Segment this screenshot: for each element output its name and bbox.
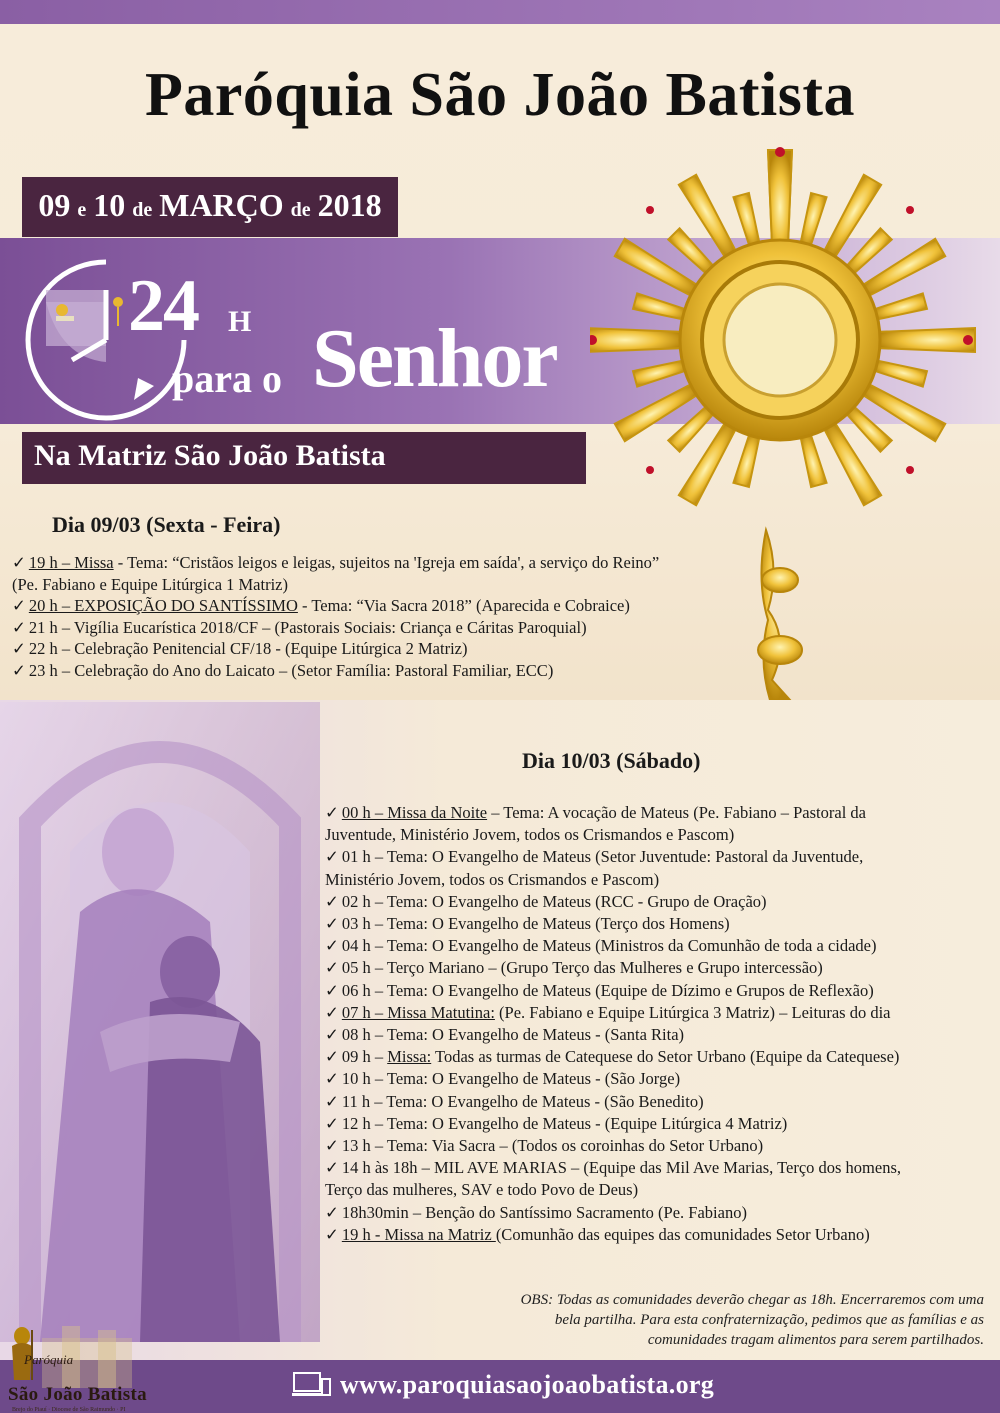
item-text: 12 h – Tema: O Evangelho de Mateus - (Equipe Litúrgica 4 Matriz) (341, 1113, 788, 1133)
check-icon: ✓ (325, 1047, 339, 1067)
item-text: – Tema: A vocação de Mateus (Pe. Fabiano – Pastoral da (487, 803, 866, 822)
item-text: 08 h – Tema: O Evangelho de Mateus - (Santa Rita) (341, 1025, 685, 1045)
logo-script: Paróquia (24, 1352, 74, 1367)
obs-line: OBS: Todas as comunidades deverão chegar as 18h. Encerraremos com uma (520, 1292, 984, 1308)
list-item-continued: Juventude, Ministério Jovem, todos os Crismandos e Pascom) (325, 825, 735, 845)
list-item (325, 1135, 997, 1157)
item-text: 22 h – Celebração Penitencial CF/18 - (Equipe Litúrgica 2 Matriz) (28, 639, 468, 658)
list-item (12, 552, 772, 574)
check-icon: ✓ (325, 891, 339, 911)
item-time: 00 h – Missa da Noite (341, 803, 488, 822)
item-text: 18h30min – Benção do Santíssimo Sacramento (Pe. Fabiano) (341, 1202, 747, 1222)
date-de2: de (290, 199, 311, 221)
date-month: MARÇO (159, 187, 284, 223)
obs-line: comunidades tragam alimentos para serem partilhados. (647, 1332, 984, 1348)
check-icon: ✓ (325, 1158, 339, 1178)
obs-line: bela partilha. Para esta confraternização, pedimos que as famílias e as (554, 1312, 984, 1328)
list-item (325, 1002, 997, 1024)
item-text: 11 h – Tema: O Evangelho de Mateus - (São Benedito) (341, 1091, 704, 1111)
check-icon: ✓ (12, 596, 26, 615)
day1-schedule (12, 552, 772, 681)
check-icon: ✓ (325, 914, 339, 934)
item-text: 13 h – Tema: Via Sacra – (Todos os coroinhas do Setor Urbano) (341, 1136, 764, 1156)
date-year: 2018 (317, 187, 382, 223)
logo-subtitle: Brejo do Piauí · Diocese de São Raimundo · PI (12, 1407, 126, 1413)
day2-title: Dia 10/03 (Sábado) (522, 748, 701, 773)
item-text: 03 h – Tema: O Evangelho de Mateus (Terço dos Homens) (341, 914, 730, 934)
list-item (325, 802, 997, 824)
list-item-continued: (Pe. Fabiano e Equipe Litúrgica 1 Matriz) (12, 574, 288, 594)
date-day1: 09 (38, 187, 71, 223)
item-text: - Tema: “Via Sacra 2018” (Aparecida e Cobraice) (297, 596, 630, 615)
item-text: (Pe. Fabiano e Equipe Litúrgica 3 Matriz) – Leituras do dia (494, 1002, 891, 1022)
list-item (12, 595, 772, 617)
day2-schedule (325, 802, 997, 1246)
check-icon: ✓ (325, 1002, 339, 1022)
page-title: Paróquia São João Batista (144, 61, 856, 129)
banner-para-o: para o (172, 356, 282, 401)
check-icon: ✓ (12, 639, 26, 658)
list-item (325, 980, 997, 1002)
list-item (325, 1157, 997, 1179)
check-icon: ✓ (325, 1091, 339, 1111)
item-text: 23 h – Celebração do Ano do Laicato – (Setor Família: Pastoral Familiar, ECC) (28, 660, 554, 680)
list-item (325, 1046, 997, 1068)
logo-name: São João Batista (8, 1384, 147, 1405)
jesus-illustration (0, 702, 320, 1342)
item-text: 10 h – Tema: O Evangelho de Mateus - (São Jorge) (341, 1069, 681, 1089)
list-item (12, 638, 772, 660)
day1-title: Dia 09/03 (Sexta - Feira) (52, 512, 281, 537)
item-time: 20 h – EXPOSIÇÃO DO SANTÍSSIMO (28, 596, 298, 615)
item-text: 06 h – Tema: O Evangelho de Mateus (Equipe de Dízimo e Grupos de Reflexão) (341, 980, 874, 1000)
list-item (325, 846, 997, 868)
item-text: 21 h – Vigília Eucarística 2018/CF – (Pastorais Sociais: Criança e Cáritas Paroquial) (28, 617, 587, 637)
date-and: e (77, 199, 87, 221)
list-item (325, 1024, 997, 1046)
date-de1: de (132, 199, 153, 221)
check-icon: ✓ (325, 847, 339, 867)
check-icon: ✓ (325, 936, 339, 956)
list-item (325, 1224, 997, 1246)
check-icon: ✓ (325, 1025, 339, 1045)
list-item (325, 935, 997, 957)
list-item-continued: Ministério Jovem, todos os Crismandos e Pascom) (325, 869, 660, 889)
item-text: 01 h – Tema: O Evangelho de Mateus (Setor Juventude: Pastoral da Juventude, (341, 847, 864, 867)
check-icon: ✓ (325, 1069, 339, 1089)
top-strip (0, 0, 1000, 24)
list-item (12, 617, 772, 639)
check-icon: ✓ (325, 1202, 339, 1222)
item-time: 19 h - Missa na Matriz (341, 1224, 496, 1244)
check-icon: ✓ (12, 617, 26, 637)
website-link[interactable]: www.paroquiasaojoaobatista.org (340, 1370, 715, 1399)
location-banner: Na Matriz São João Batista (22, 432, 586, 484)
item-text: 04 h – Tema: O Evangelho de Mateus (Ministros da Comunhão de toda a cidade) (341, 936, 877, 956)
item-time-prefix: 09 h – (341, 1047, 388, 1067)
item-time: 07 h – Missa Matutina: (341, 1002, 495, 1022)
check-icon: ✓ (325, 1136, 339, 1156)
list-item (325, 1202, 997, 1224)
list-item (325, 957, 997, 979)
check-icon: ✓ (325, 980, 339, 1000)
date-banner (22, 177, 398, 237)
check-icon: ✓ (325, 1224, 339, 1244)
item-text: 02 h – Tema: O Evangelho de Mateus (RCC - Grupo de Oração) (341, 891, 767, 911)
item-text: Todas as turmas de Catequese do Setor Urbano (Equipe da Catequese) (431, 1047, 900, 1067)
list-item-continued: Terço das mulheres, SAV e todo Povo de Deus) (325, 1180, 639, 1200)
banner-h: H (228, 305, 252, 338)
list-item (325, 1091, 997, 1113)
check-icon: ✓ (12, 660, 26, 680)
item-text: (Comunhão das equipes das comunidades Setor Urbano) (495, 1224, 870, 1244)
banner-24: 24 (128, 265, 198, 347)
item-time: Missa: (387, 1047, 432, 1067)
check-icon: ✓ (325, 1113, 339, 1133)
computer-icon (292, 1371, 332, 1401)
check-icon: ✓ (12, 553, 26, 572)
list-item (325, 891, 997, 913)
item-text: 05 h – Terço Mariano – (Grupo Terço das Mulheres e Grupo intercessão) (341, 958, 823, 978)
banner-senhor: Senhor (312, 312, 557, 405)
check-icon: ✓ (325, 958, 339, 978)
list-item (12, 660, 772, 682)
check-icon: ✓ (325, 803, 339, 822)
item-text: - Tema: “Cristãos leigos e leigas, sujeitos na 'Igreja em saída', a serviço do Reino” (113, 553, 660, 572)
item-text: 14 h às 18h – MIL AVE MARIAS – (Equipe das Mil Ave Marias, Terço dos homens, (341, 1158, 902, 1178)
observation-note (400, 1290, 984, 1350)
list-item (325, 1113, 997, 1135)
list-item (325, 1068, 997, 1090)
date-day2: 10 (93, 187, 126, 223)
item-time: 19 h – Missa (28, 553, 114, 572)
list-item (325, 913, 997, 935)
